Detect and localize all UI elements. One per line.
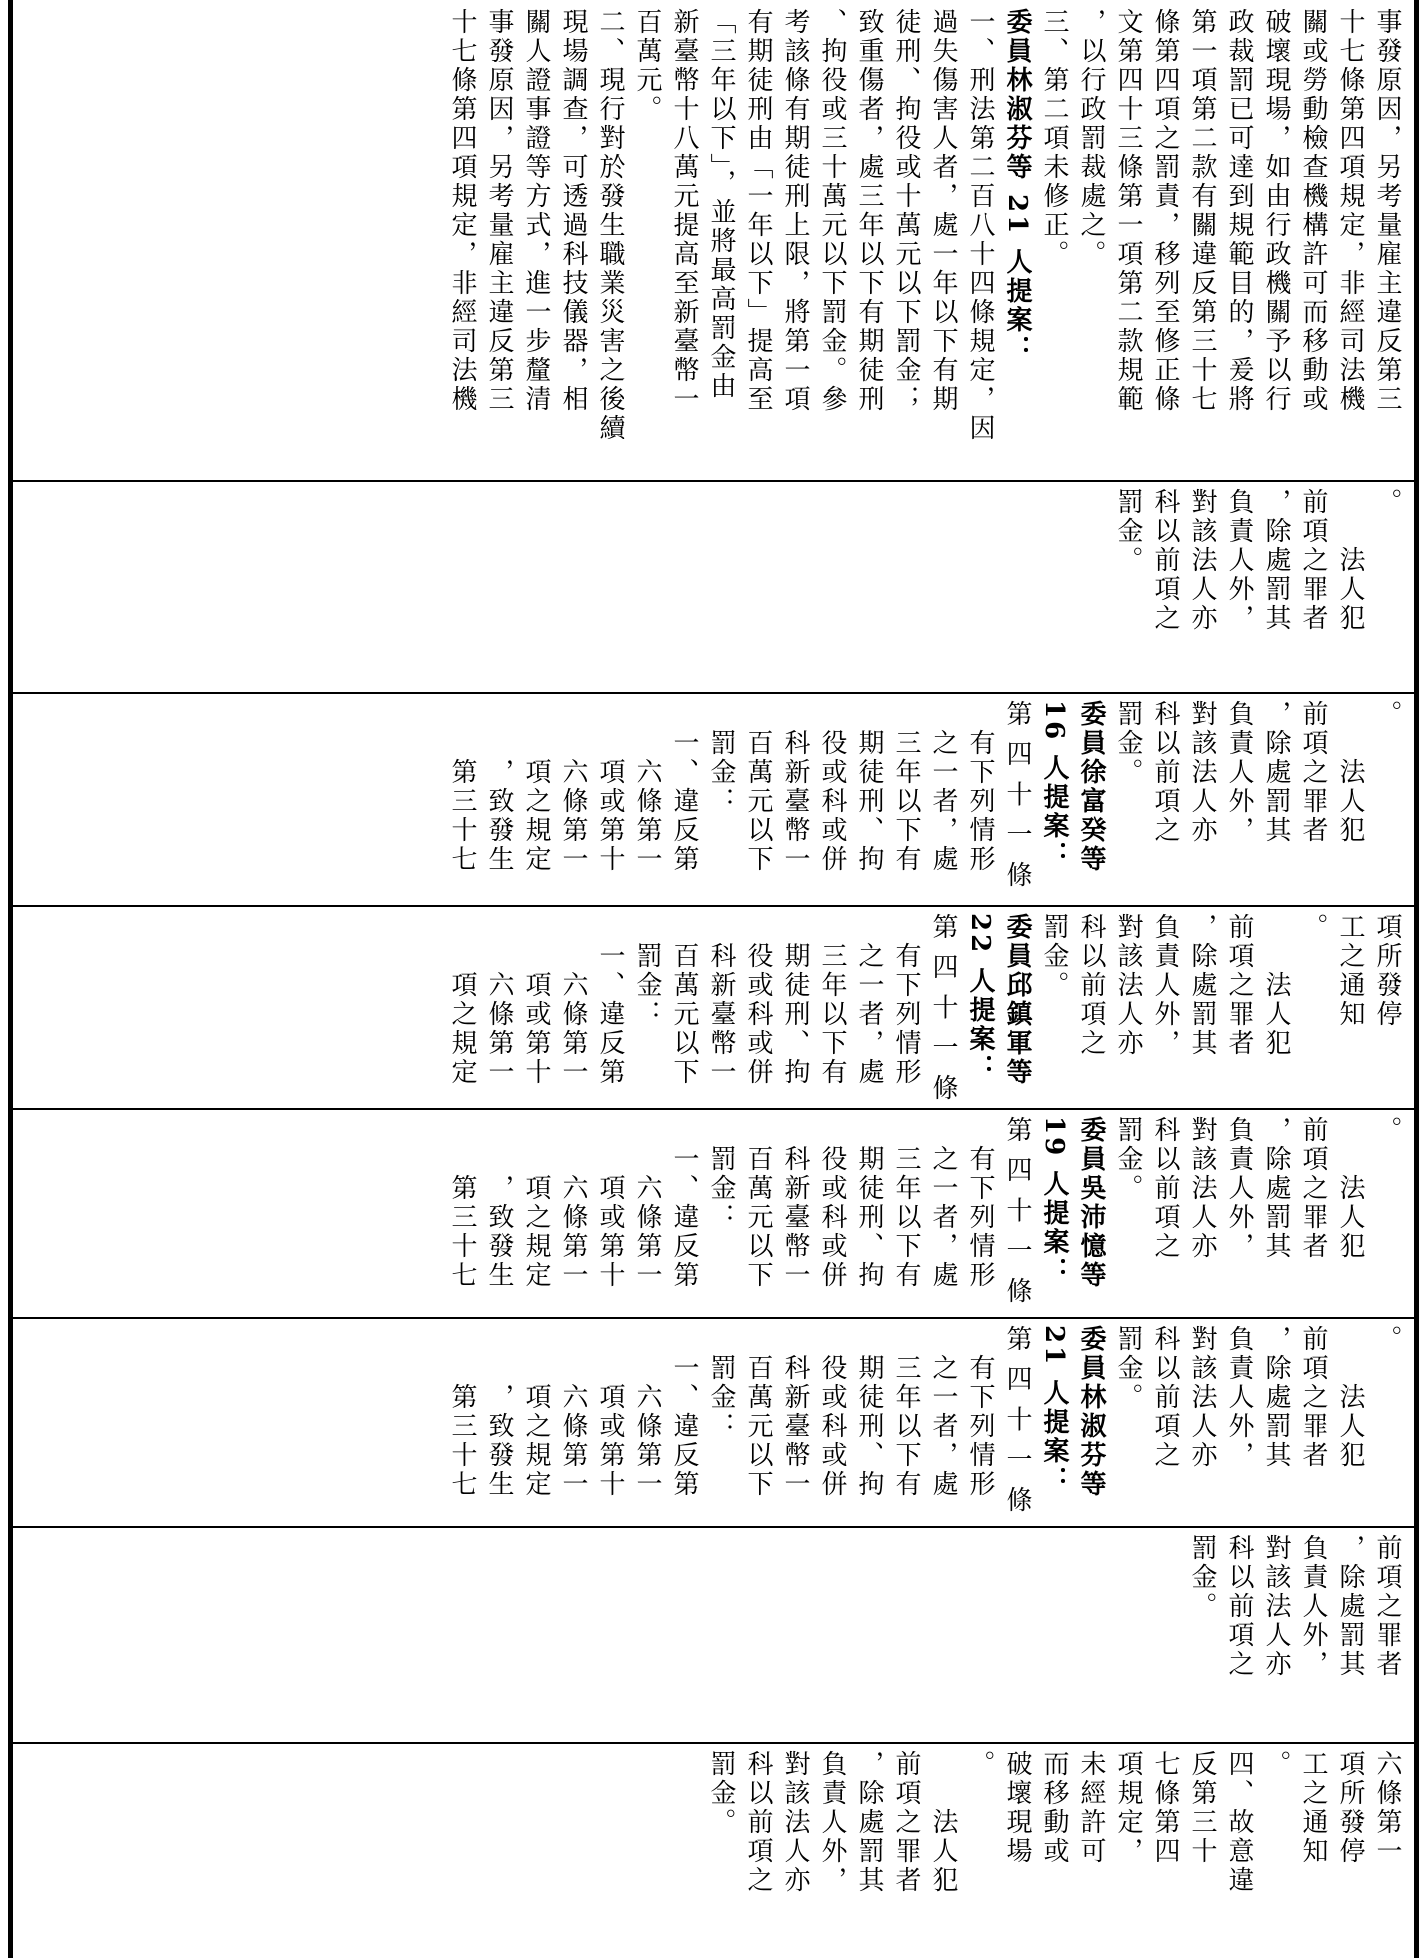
text-line: 第 四 十 一 條 bbox=[928, 913, 958, 1104]
row-divider bbox=[13, 1526, 1414, 1528]
text-line: 三、第二項未修正。 bbox=[1039, 8, 1069, 269]
text-line: 第 四 十 一 條 bbox=[1002, 1116, 1032, 1307]
text-line: 。 bbox=[1372, 1325, 1402, 1354]
text-line: 一、違反第 bbox=[669, 700, 699, 874]
text-line: 對該法人亦 bbox=[1187, 1116, 1217, 1261]
text-line: 科以前項之 bbox=[1150, 1325, 1180, 1470]
text-line: 六條第一 bbox=[632, 1325, 662, 1499]
text-line: 罰金。 bbox=[1113, 1325, 1143, 1412]
text-line: 六條第一 bbox=[484, 913, 514, 1087]
text-line: 。 bbox=[1372, 488, 1402, 517]
row-divider bbox=[13, 1742, 1414, 1744]
text-line: 對該法人亦 bbox=[1113, 913, 1143, 1058]
text-line: 反第三十 bbox=[1187, 1750, 1217, 1866]
text-line: 。 bbox=[1372, 700, 1402, 729]
text-line: 前項之罪者 bbox=[891, 1750, 921, 1895]
text-line: 六條第一 bbox=[632, 700, 662, 874]
text-line: 之一者，處 bbox=[854, 913, 884, 1087]
text-line: 第三十七 bbox=[447, 1116, 477, 1290]
text-line: 法人犯 bbox=[1335, 1116, 1365, 1261]
text-line: 有期徒刑由「一年以下」提高至 bbox=[743, 8, 773, 414]
text-line: 六條第一 bbox=[632, 1116, 662, 1290]
proposal-heading: 委員徐富癸等 bbox=[1076, 700, 1106, 874]
text-line: 法人犯 bbox=[1335, 1325, 1365, 1470]
text-line: 罰金。 bbox=[1187, 1534, 1217, 1621]
text-line: 科新臺幣一 bbox=[780, 1116, 810, 1290]
text-line: 一、違反第 bbox=[669, 1325, 699, 1499]
text-line: 科以前項之 bbox=[1150, 1116, 1180, 1261]
text-line: 役或科或併 bbox=[743, 913, 773, 1087]
text-line: 法人犯 bbox=[1335, 700, 1365, 845]
text-line: 十七條第四項規定，非經司法機 bbox=[447, 8, 477, 414]
text-line: 項規定， bbox=[1113, 1750, 1143, 1866]
text-line: 破壞現場，如由行政機關予以行 bbox=[1261, 8, 1291, 414]
proposal-heading: 委員林淑芬等 bbox=[1076, 1325, 1106, 1499]
text-line: 工之通知 bbox=[1335, 913, 1365, 1029]
text-line: 役或科或併 bbox=[817, 700, 847, 874]
text-line: 破壞現場 bbox=[1002, 1750, 1032, 1866]
text-line: ，除處罰其 bbox=[854, 1750, 884, 1895]
text-line: 三年以下有 bbox=[891, 700, 921, 874]
proposal-heading: 委員吳沛憶等 bbox=[1076, 1116, 1106, 1290]
text-line: 科以前項之 bbox=[1076, 913, 1106, 1058]
text-line: 法人犯 bbox=[1261, 913, 1291, 1058]
text-line: 七條第四 bbox=[1150, 1750, 1180, 1866]
proposal-heading: 委員林淑芬等 21 人提案： bbox=[1002, 8, 1032, 365]
text-line: 三年以下有 bbox=[817, 913, 847, 1087]
text-line: 前項之罪者 bbox=[1298, 1116, 1328, 1261]
text-line: 負責人外， bbox=[1298, 1534, 1328, 1679]
text-line: 關或勞動檢查機構許可而移動或 bbox=[1298, 8, 1328, 414]
text-line: 對該法人亦 bbox=[1187, 700, 1217, 845]
text-line: ，致發生 bbox=[484, 700, 514, 874]
text-line: 科以前項之 bbox=[1150, 700, 1180, 845]
text-line: 前項之罪者 bbox=[1224, 913, 1254, 1058]
text-line: 。 bbox=[965, 1750, 995, 1779]
text-line: ，除處罰其 bbox=[1261, 700, 1291, 845]
text-line: 政裁罰已可達到規範目的，爰將 bbox=[1224, 8, 1254, 414]
text-line: 前項之罪者 bbox=[1298, 1325, 1328, 1470]
text-line: 罰金。 bbox=[1113, 488, 1143, 575]
text-line: 負責人外， bbox=[1150, 913, 1180, 1058]
text-line: 三年以下有 bbox=[891, 1116, 921, 1290]
row-divider bbox=[13, 1108, 1414, 1110]
proposal-heading: 委員邱鎮軍等 bbox=[1002, 913, 1032, 1087]
text-line: ，致發生 bbox=[484, 1325, 514, 1499]
text-line: 項或第十 bbox=[521, 913, 551, 1087]
text-line: 項所發停 bbox=[1372, 913, 1402, 1029]
text-line: 百萬元以下 bbox=[669, 913, 699, 1087]
text-line: 役或科或併 bbox=[817, 1325, 847, 1499]
text-line: 法人犯 bbox=[928, 1750, 958, 1895]
text-line: 期徒刑、拘 bbox=[780, 913, 810, 1087]
text-line: 對該法人亦 bbox=[1187, 488, 1217, 633]
text-line: 科新臺幣一 bbox=[780, 700, 810, 874]
text-line: 、拘役或三十萬元以下罰金。參 bbox=[817, 8, 847, 414]
text-line: 項或第十 bbox=[595, 700, 625, 874]
text-line: 事發原因，另考量雇主違反第三 bbox=[1372, 8, 1402, 414]
text-line: 項之規定 bbox=[521, 1325, 551, 1499]
text-line: 期徒刑、拘 bbox=[854, 1325, 884, 1499]
text-line: 新臺幣十八萬元提高至新臺幣一 bbox=[669, 8, 699, 414]
row-divider bbox=[13, 1317, 1414, 1319]
proposal-heading: 19 人提案： bbox=[1039, 1116, 1069, 1287]
text-line: 百萬元以下 bbox=[743, 1325, 773, 1499]
text-line: 關人證事證等方式，進一步釐清 bbox=[521, 8, 551, 414]
text-line: ，除處罰其 bbox=[1335, 1534, 1365, 1679]
text-line: 第 四 十 一 條 bbox=[1002, 700, 1032, 891]
page-rule-right bbox=[1414, 0, 1419, 1958]
text-line: 之一者，處 bbox=[928, 700, 958, 874]
text-line: 罰金： bbox=[706, 1325, 736, 1441]
section-proposal-xu bbox=[15, 700, 1405, 900]
text-line: 第一項第二款有關違反第三十七 bbox=[1187, 8, 1217, 414]
text-line: 負責人外， bbox=[1224, 1116, 1254, 1261]
text-line: 科以前項之 bbox=[743, 1750, 773, 1895]
text-line: 四、故意違 bbox=[1224, 1750, 1254, 1895]
text-line: 工之通知 bbox=[1298, 1750, 1328, 1866]
text-line: 項之規定 bbox=[521, 1116, 551, 1290]
text-line: 六條第一 bbox=[1372, 1750, 1402, 1866]
section-original-text bbox=[15, 1750, 1405, 1950]
section-current-law bbox=[15, 1534, 1405, 1739]
text-line: 三年以下有 bbox=[891, 1325, 921, 1499]
text-line: 罰金： bbox=[706, 700, 736, 816]
text-line: 科新臺幣一 bbox=[780, 1325, 810, 1499]
text-line: 科以前項之 bbox=[1150, 488, 1180, 633]
text-line: 現場調查，可透過科技儀器，相 bbox=[558, 8, 588, 414]
text-line: 負責人外， bbox=[1224, 700, 1254, 845]
row-divider bbox=[13, 692, 1414, 694]
text-line: 負責人外， bbox=[1224, 1325, 1254, 1470]
text-line: 罰金： bbox=[706, 1116, 736, 1232]
text-line: 一、違反第 bbox=[669, 1116, 699, 1290]
text-line: 六條第一 bbox=[558, 1116, 588, 1290]
text-line: 項之規定 bbox=[447, 913, 477, 1087]
text-line: 對該法人亦 bbox=[1261, 1534, 1291, 1679]
text-line: 而移動或 bbox=[1039, 1750, 1069, 1866]
text-line: 前項之罪者 bbox=[1372, 1534, 1402, 1679]
text-line: 百萬元以下 bbox=[743, 1116, 773, 1290]
text-line: 。 bbox=[1298, 913, 1328, 942]
text-line: 項或第十 bbox=[595, 1325, 625, 1499]
text-line: 六條第一 bbox=[558, 1325, 588, 1499]
text-line: 第三十七 bbox=[447, 1325, 477, 1499]
section-penalty-clause bbox=[15, 488, 1405, 688]
text-line: 百萬元以下 bbox=[743, 700, 773, 874]
text-line: ，以行政罰裁處之。 bbox=[1076, 8, 1106, 269]
text-line: 之一者，處 bbox=[928, 1116, 958, 1290]
text-line: 二、現行對於發生職業災害之後續 bbox=[595, 8, 625, 443]
text-line: 有下列情形 bbox=[891, 913, 921, 1087]
text-line: 對該法人亦 bbox=[1187, 1325, 1217, 1470]
text-line: 罰金。 bbox=[706, 1750, 736, 1837]
text-line: 之一者，處 bbox=[928, 1325, 958, 1499]
text-line: 。 bbox=[1261, 1750, 1291, 1779]
text-line: 致重傷者，處三年以下有期徒刑 bbox=[854, 8, 884, 414]
proposal-heading: 22 人提案： bbox=[965, 913, 995, 1084]
row-divider bbox=[13, 480, 1414, 482]
text-line: 條第四項之罰責，移列至修正條 bbox=[1150, 8, 1180, 414]
proposal-heading: 16 人提案： bbox=[1039, 700, 1069, 871]
text-line: 未經許可 bbox=[1076, 1750, 1106, 1866]
text-line: 一、刑法第二百八十四條規定，因 bbox=[965, 8, 995, 443]
section-explanation bbox=[15, 8, 1405, 478]
text-line: 六條第一 bbox=[558, 700, 588, 874]
text-line: 法人犯 bbox=[1335, 488, 1365, 633]
text-line: ，除處罰其 bbox=[1187, 913, 1217, 1058]
text-line: 項所發停 bbox=[1335, 1750, 1365, 1866]
text-line: 有下列情形 bbox=[965, 1325, 995, 1499]
text-line: 第 四 十 一 條 bbox=[1002, 1325, 1032, 1516]
text-line: 前項之罪者 bbox=[1298, 488, 1328, 633]
text-line: 前項之罪者 bbox=[1298, 700, 1328, 845]
text-line: 罰金。 bbox=[1039, 913, 1069, 1000]
text-line: 事發原因，另考量雇主違反第三 bbox=[484, 8, 514, 414]
text-line: 第三十七 bbox=[447, 700, 477, 874]
proposal-heading: 21 人提案： bbox=[1039, 1325, 1069, 1496]
text-line: 科以前項之 bbox=[1224, 1534, 1254, 1679]
text-line: 役或科或併 bbox=[817, 1116, 847, 1290]
text-line: 文第四十三條第一項第二款規範 bbox=[1113, 8, 1143, 414]
section-proposal-wu bbox=[15, 1116, 1405, 1314]
text-line: 過失傷害人者，處一年以下有期 bbox=[928, 8, 958, 414]
text-line: 罰金。 bbox=[1113, 700, 1143, 787]
text-line: ，除處罰其 bbox=[1261, 1325, 1291, 1470]
row-divider bbox=[13, 905, 1414, 907]
text-line: 六條第一 bbox=[558, 913, 588, 1087]
text-line: 十七條第四項規定，非經司法機 bbox=[1335, 8, 1365, 414]
text-line: 科新臺幣一 bbox=[706, 913, 736, 1087]
text-line: 罰金。 bbox=[1113, 1116, 1143, 1203]
text-line: ，除處罰其 bbox=[1261, 1116, 1291, 1261]
text-line: ，致發生 bbox=[484, 1116, 514, 1290]
text-line: ，除處罰其 bbox=[1261, 488, 1291, 633]
section-proposal-qiu bbox=[15, 913, 1405, 1105]
page-rule-left bbox=[8, 0, 13, 1958]
text-line: 期徒刑、拘 bbox=[854, 700, 884, 874]
text-line: 負責人外， bbox=[817, 1750, 847, 1895]
text-line: 一、違反第 bbox=[595, 913, 625, 1087]
text-line: 項之規定 bbox=[521, 700, 551, 874]
text-line: 有下列情形 bbox=[965, 700, 995, 874]
text-line: 徒刑、拘役或十萬元以下罰金； bbox=[891, 8, 921, 414]
text-line: 「三年以下」，並將最高罰金由 bbox=[706, 8, 736, 401]
text-line: 。 bbox=[1372, 1116, 1402, 1145]
text-line: 項或第十 bbox=[595, 1116, 625, 1290]
text-line: 有下列情形 bbox=[965, 1116, 995, 1290]
text-line: 罰金： bbox=[632, 913, 662, 1029]
text-line: 期徒刑、拘 bbox=[854, 1116, 884, 1290]
text-line: 考該條有期徒刑上限，將第一項 bbox=[780, 8, 810, 414]
section-proposal-lin bbox=[15, 1325, 1405, 1523]
text-line: 百萬元。 bbox=[632, 8, 662, 124]
text-line: 對該法人亦 bbox=[780, 1750, 810, 1895]
text-line: 負責人外， bbox=[1224, 488, 1254, 633]
